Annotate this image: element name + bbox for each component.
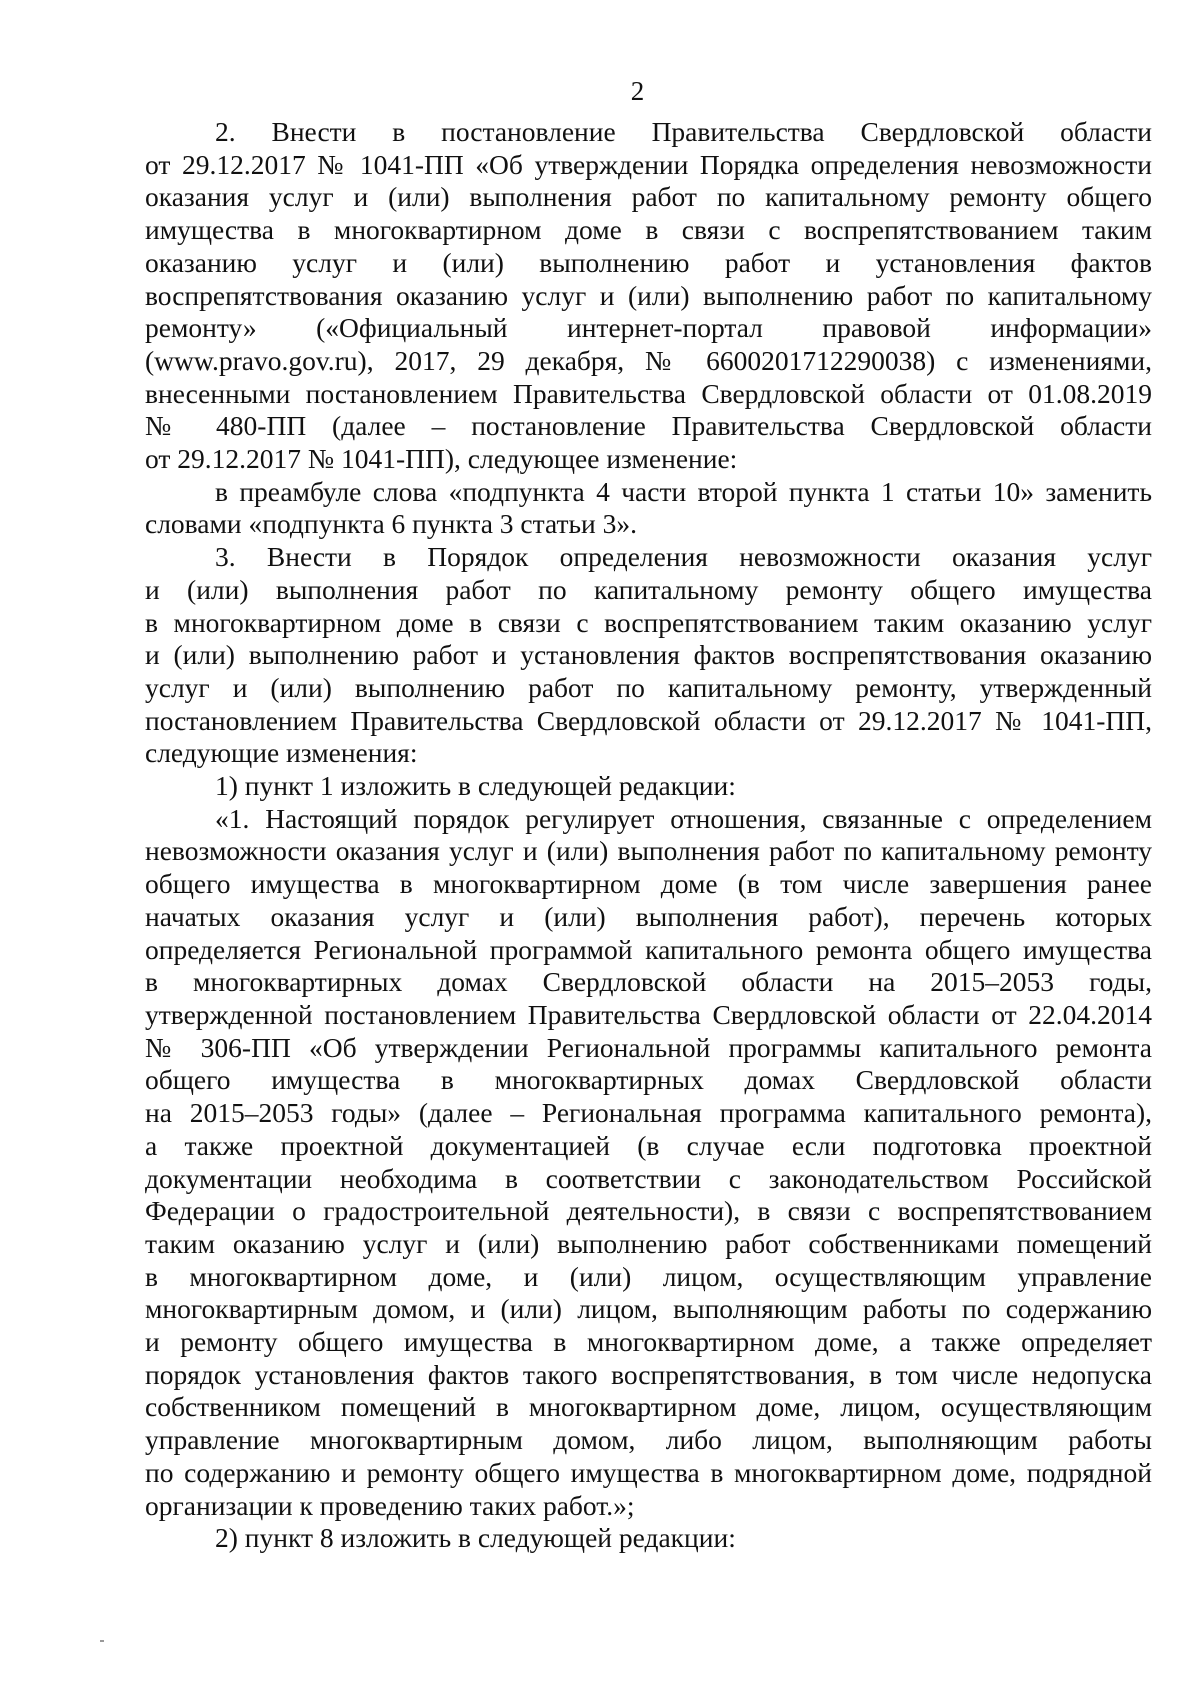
- text-line: постановлением Правительства Свердловской области от 29.12.2017 № 1041-ПП,: [145, 704, 1152, 736]
- text-line: оказания услуг и (или) выполнения работ по капитальному ремонту общего: [145, 181, 1152, 213]
- text-line: многоквартирным домом, и (или) лицом, выполняющим работы по содержанию: [145, 1293, 1152, 1325]
- text-line: общего имущества в многоквартирном доме (в том числе завершения ранее: [145, 868, 1152, 900]
- text-line: начатых оказания услуг и (или) выполнения работ), перечень которых: [145, 900, 1152, 932]
- scan-speck: [100, 1640, 104, 1642]
- text-line: и ремонту общего имущества в многоквартирном доме, а также определяет: [145, 1326, 1152, 1358]
- text-line: по содержанию и ремонту общего имущества в многоквартирном доме, подрядной: [145, 1456, 1152, 1488]
- page-number: 2: [630, 76, 645, 106]
- text-line: и (или) выполнению работ и установления фактов воспрепятствования оказанию: [145, 639, 1152, 671]
- text-line: 2) пункт 8 изложить в следующей редакции:: [215, 1522, 736, 1554]
- text-line: невозможности оказания услуг и (или) выполнения работ по капитальному ремонту: [145, 835, 1152, 867]
- text-line: и (или) выполнения работ по капитальному ремонту общего имущества: [145, 573, 1152, 605]
- text-line: от 29.12.2017 № 1041-ПП «Об утверждении Порядка определения невозможности: [145, 148, 1152, 180]
- text-line: организации к проведению таких работ.»;: [145, 1489, 635, 1521]
- text-line: оказанию услуг и (или) выполнению работ и установления фактов: [145, 246, 1152, 278]
- text-line: ремонту» («Официальный интернет-портал правовой информации»: [145, 312, 1152, 344]
- text-line: следующие изменения:: [145, 737, 418, 769]
- text-line: внесенными постановлением Правительства Свердловской области от 01.08.2019: [145, 377, 1152, 409]
- text-line: 1) пункт 1 изложить в следующей редакции:: [215, 770, 736, 802]
- text-line: имущества в многоквартирном доме в связи с воспрепятствованием таким: [145, 214, 1152, 246]
- text-line: общего имущества в многоквартирных домах Свердловской области: [145, 1064, 1152, 1096]
- text-line: управление многоквартирным домом, либо лицом, выполняющим работы: [145, 1424, 1152, 1456]
- text-line: утвержденной постановлением Правительства Свердловской области от 22.04.2014: [145, 998, 1152, 1030]
- text-line: услуг и (или) выполнению работ по капитальному ремонту, утвержденный: [145, 671, 1152, 703]
- text-line: 3. Внести в Порядок определения невозможности оказания услуг: [215, 541, 1152, 573]
- text-line: № 480-ПП (далее – постановление Правительства Свердловской области: [145, 410, 1152, 442]
- text-line: Федерации о градостроительной деятельности), в связи с воспрепятствованием: [145, 1195, 1152, 1227]
- text-line: таким оказанию услуг и (или) выполнению работ собственниками помещений: [145, 1227, 1152, 1259]
- text-line: в преамбуле слова «подпункта 4 части второй пункта 1 статьи 10» заменить: [215, 475, 1152, 507]
- text-line: «1. Настоящий порядок регулирует отношения, связанные с определением: [215, 802, 1152, 834]
- document-body: [145, 116, 1152, 1555]
- text-line: от 29.12.2017 № 1041-ПП), следующее изменение:: [145, 443, 738, 475]
- text-line: собственником помещений в многоквартирном доме, лицом, осуществляющим: [145, 1391, 1152, 1423]
- text-line: № 306-ПП «Об утверждении Региональной программы капитального ремонта: [145, 1031, 1152, 1063]
- text-line: в многоквартирном доме, и (или) лицом, осуществляющим управление: [145, 1260, 1152, 1292]
- text-line: воспрепятствования оказанию услуг и (или) выполнению работ по капитальному: [145, 279, 1152, 311]
- text-line: порядок установления фактов такого воспрепятствования, в том числе недопуска: [145, 1358, 1152, 1390]
- text-line: (www.pravo.gov.ru), 2017, 29 декабря, № 6600201712290038) с изменениями,: [145, 344, 1152, 376]
- text-line: на 2015–2053 годы» (далее – Региональная программа капитального ремонта),: [145, 1097, 1152, 1129]
- text-line: 2. Внести в постановление Правительства Свердловской области: [215, 116, 1152, 147]
- text-line: в многоквартирном доме в связи с воспрепятствованием таким оказанию услуг: [145, 606, 1152, 638]
- text-line: словами «подпункта 6 пункта 3 статьи 3».: [145, 508, 637, 540]
- text-line: а также проектной документацией (в случае если подготовка проектной: [145, 1129, 1152, 1161]
- text-line: определяется Региональной программой капитального ремонта общего имущества: [145, 933, 1152, 965]
- text-line: документации необходима в соответствии с законодательством Российской: [145, 1162, 1152, 1194]
- text-line: в многоквартирных домах Свердловской области на 2015–2053 годы,: [145, 966, 1152, 998]
